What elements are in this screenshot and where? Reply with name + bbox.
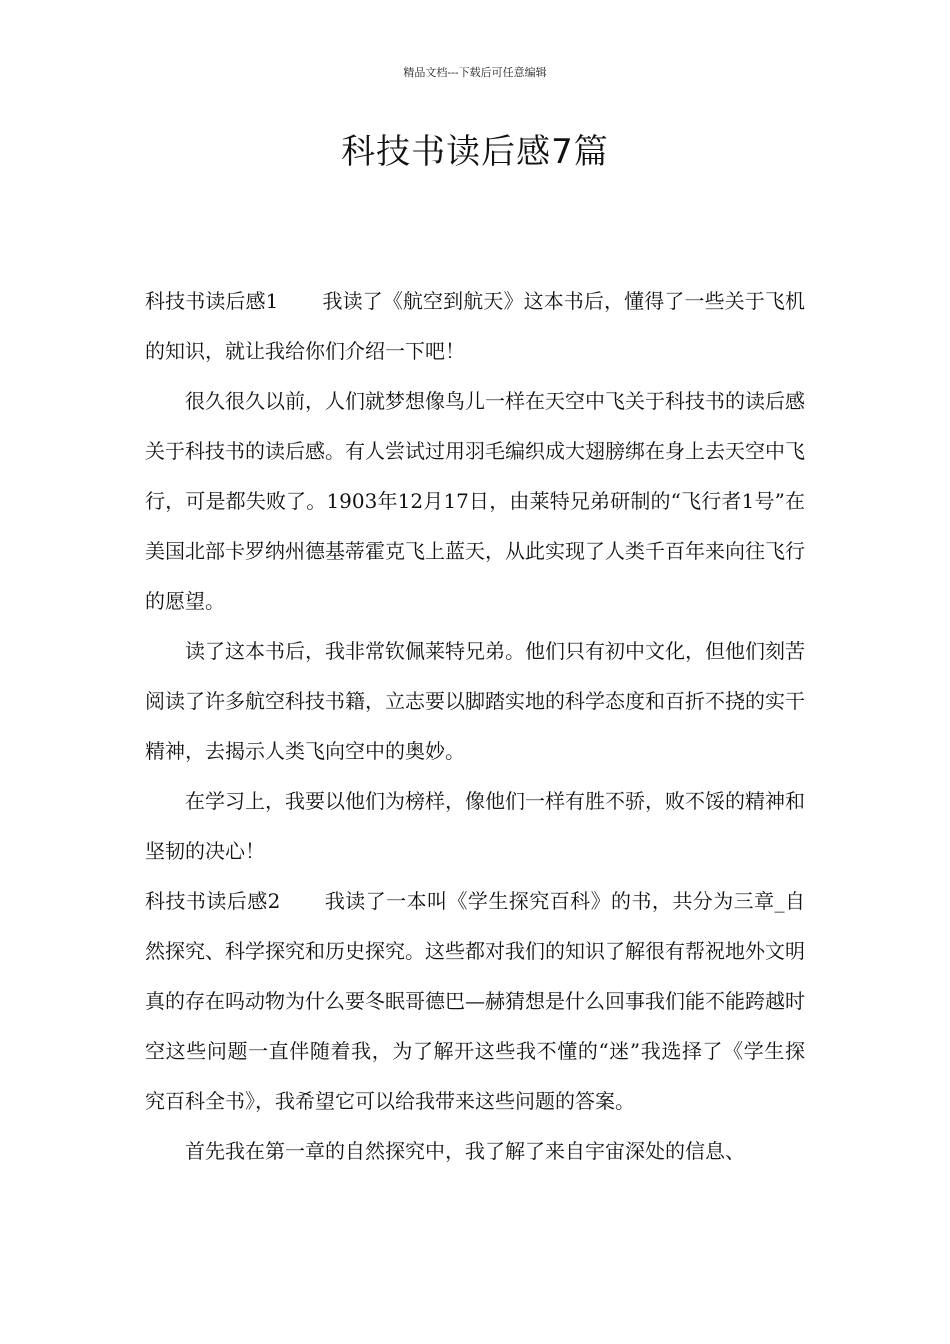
section-2-intro [145,876,805,1126]
document-body [145,276,805,1176]
section-1-intro [145,276,805,376]
section-2-paragraph-1: 首先我在第一章的自然探究中，我了解了来自宇宙深处的信息、 [185,1139,745,1163]
section-2-label: 科技书读后感2 [145,889,281,913]
section-1-first-paragraph: 我读了《航空到航天》这本书后，懂得了一些关于飞机的知识，就让我给你们介绍一下吧！ [145,289,806,363]
header-note: 精品文档---下载后可任意编辑 [403,66,547,79]
section-1-paragraph-2: 读了这本书后，我非常钦佩莱特兄弟。他们只有初中文化，但他们刻苦阅读了许多航空科技书籍，立志要以脚踏实地的科学态度和百折不挠的实干精神，去揭示人类飞向空中的奥妙。 [145,639,805,763]
section-1-paragraph-1: 很久很久以前，人们就梦想像鸟儿一样在天空中飞关于科技书的读后感关于科技书的读后感。有人尝试过用羽毛编织成大翅膀绑在身上去天空中飞行，可是都失败了。1903年12月17日，由莱特兄弟研制的“飞行者1号”在美国北部卡罗纳州德基蒂霍克飞上蓝天，从此实现了人类千百年来向往飞行的愿望。 [145,389,805,613]
section-1-label: 科技书读后感1 [145,289,279,313]
section-1-paragraph-3: 在学习上，我要以他们为榜样，像他们一样有胜不骄，败不馁的精神和坚韧的决心！ [145,789,805,863]
document-title: 科技书读后感7篇 [341,132,609,172]
section-2-first-paragraph: 我读了一本叫《学生探究百科》的书，共分为三章_自然探究、科学探究和历史探究。这些都对我们的知识了解很有帮祝地外文明真的存在吗动物为什么要冬眠哥德巴—赫猜想是什么回事我们能不能跨越时空这些问题一直伴随着我，为了解开这些我不懂的“迷”我选择了《学生探究百科全书》，我希望它可以给我带来这些问题的答案。 [145,889,806,1113]
